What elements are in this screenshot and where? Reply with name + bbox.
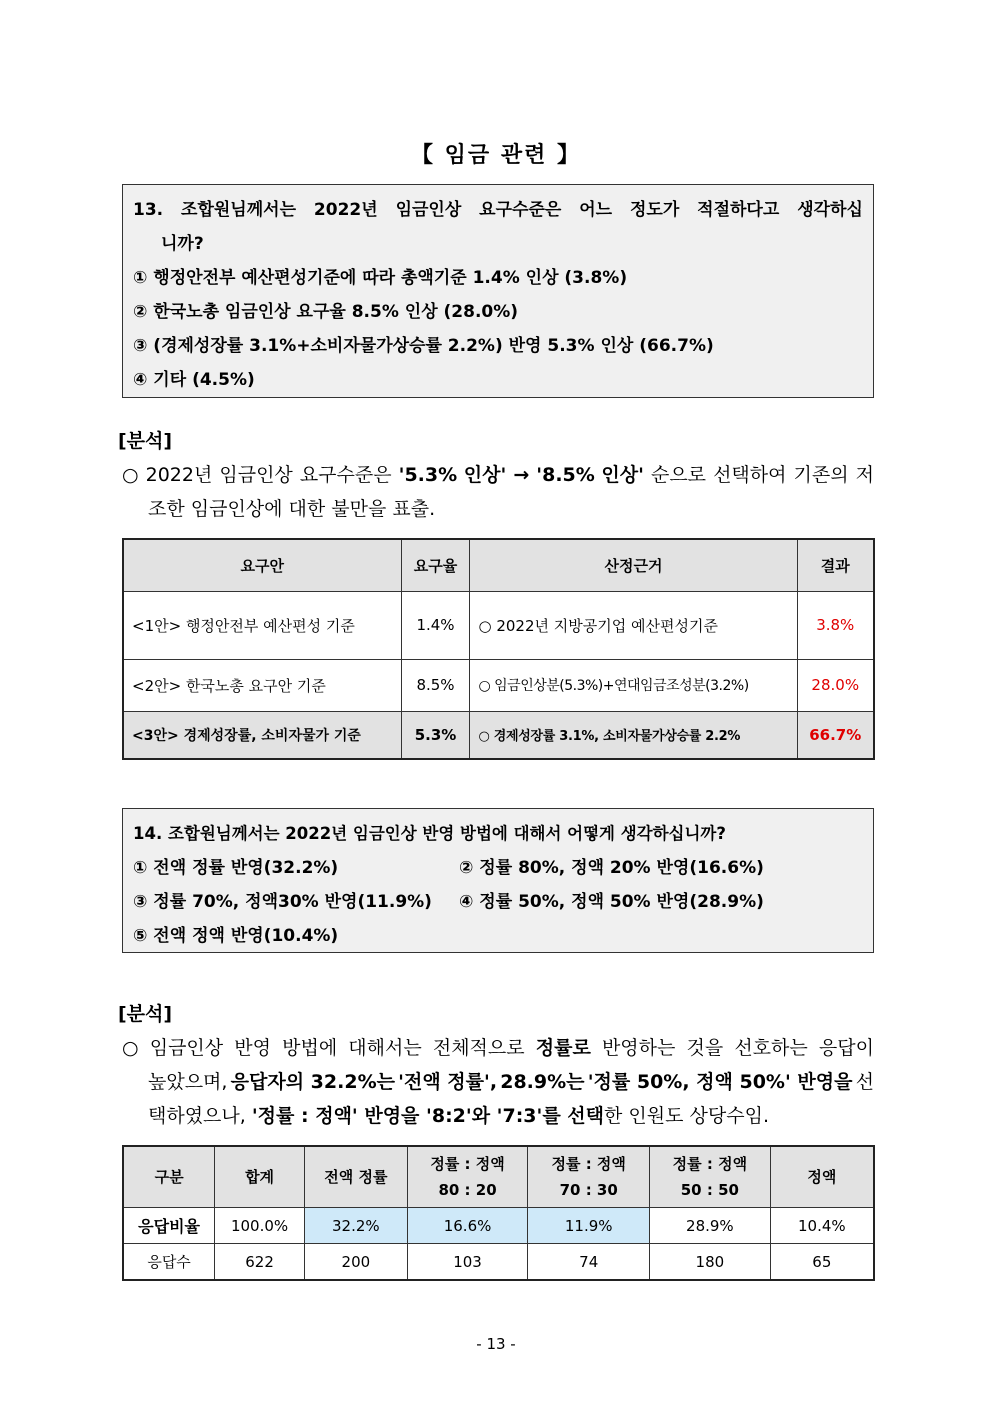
table-cell: 32.2% [304, 1208, 407, 1244]
analysis-1-heading: [분석] [118, 430, 173, 452]
q13-title-word: 생각하십 [797, 200, 863, 220]
analysis-word: 요구수준은 [299, 464, 392, 486]
table-cell: 11.9% [528, 1208, 650, 1244]
analysis-word: 선호하는 [734, 1037, 808, 1059]
table-cell: 10.4% [770, 1208, 874, 1244]
table-row [123, 591, 874, 659]
header-line: 50 : 50 [680, 1181, 739, 1199]
header-line: 정률 : 정액 [551, 1155, 626, 1173]
analysis-word-bold: 응답자의 32.2%는 [230, 1071, 395, 1093]
analysis-word: 반영 [234, 1037, 271, 1059]
table-header-row [123, 539, 874, 591]
analysis-text: 택하였으나, [148, 1105, 252, 1127]
analysis-2-body [122, 1031, 874, 1133]
analysis-1-line-2: 조한 임금인상에 대한 불만을 표출. [148, 498, 436, 520]
arrow-icon: → [513, 464, 530, 486]
table-cell: 16.6% [407, 1208, 528, 1244]
analysis-word: 높았으며, [148, 1071, 228, 1093]
analysis-2-line-3 [122, 1099, 874, 1133]
table-row [123, 659, 874, 711]
table-header-cell: 합계 [215, 1146, 305, 1208]
table-header-cell: 요구율 [401, 539, 470, 591]
table-cell: 180 [650, 1244, 771, 1281]
question-13-title-cont: 니까? [161, 234, 204, 254]
analysis-word: 임금인상 [219, 464, 293, 486]
table-header-cell: 구분 [123, 1146, 215, 1208]
table-cell: 28.9% [650, 1208, 771, 1244]
wage-proposal-table [122, 538, 875, 760]
plan-cell: <2안> 한국노총 요구안 기준 [123, 659, 401, 711]
question-13-box [122, 184, 874, 398]
header-line: 80 : 20 [438, 1181, 497, 1199]
table-cell: 622 [215, 1244, 305, 1281]
question-14-title: 14. 조합원님께서는 2022년 임금인상 반영 방법에 대해서 어떻게 생각하십니까? [133, 824, 726, 843]
q13-option-1: ① 행정안전부 예산편성기준에 따라 총액기준 1.4% 인상 (3.8%) [133, 268, 628, 288]
table-cell: 74 [528, 1244, 650, 1281]
analysis-word: 저 [855, 464, 874, 486]
q13-title-word: 적절하다고 [697, 200, 780, 220]
analysis-word-bold: '5.3% 인상' [398, 464, 507, 486]
analysis-word: 반영하는 [601, 1037, 676, 1059]
basis-cell: ○ 임금인상분(5.3%)+연대임금조성분(3.2%) [470, 659, 797, 711]
table-header-cell: 결과 [797, 539, 874, 591]
analysis-word: 선택하여 [713, 464, 787, 486]
basis-cell: ○ 경제성장률 3.1%, 소비자물가상승률 2.2% [470, 711, 797, 759]
analysis-word-bold: '8.5% 인상' [536, 464, 644, 486]
analysis-2-line-2 [122, 1065, 874, 1099]
header-line: 정률 : 정액 [672, 1155, 748, 1173]
rate-cell: 8.5% [401, 659, 470, 711]
q13-option-3: ③ (경제성장률 3.1%+소비자물가상승률 2.2%) 반영 5.3% 인상 (66.7%) [133, 336, 714, 356]
row-label: 응답비율 [123, 1208, 215, 1244]
q13-title-word: 정도가 [629, 200, 680, 220]
q13-option-2: ② 한국노총 임금인상 요구율 8.5% 인상 (28.0%) [133, 302, 519, 322]
q14-option-row [133, 919, 863, 953]
analysis-word: 선 [855, 1071, 874, 1093]
table-header-cell: 정액 [770, 1146, 874, 1208]
analysis-2-line-1 [122, 1031, 874, 1065]
bullet-icon: ○ [122, 464, 139, 486]
table-header-cell [407, 1146, 528, 1208]
header-line: 정률 : 정액 [430, 1155, 505, 1173]
plan-cell: <3안> 경제성장률, 소비자물가 기준 [123, 711, 401, 759]
analysis-word-bold: 28.9%는 [500, 1071, 585, 1093]
table-cell: 100.0% [215, 1208, 305, 1244]
q14-option-2: ② 정률 80%, 정액 20% 반영(16.6%) [459, 858, 764, 878]
analysis-2-heading: [분석] [118, 1003, 173, 1025]
analysis-1-line-1 [122, 458, 874, 492]
analysis-word: 순으로 [650, 464, 707, 486]
table-header-row [123, 1146, 874, 1208]
header-line: 70 : 30 [559, 1181, 618, 1199]
result-cell: 3.8% [797, 591, 874, 659]
result-cell: 28.0% [797, 659, 874, 711]
analysis-word: 기존의 [793, 464, 849, 486]
analysis-word: 응답이 [818, 1037, 874, 1059]
analysis-word-bold: '전액 정률', [398, 1071, 498, 1093]
question-13-title [133, 193, 863, 227]
response-table [122, 1145, 875, 1281]
table-header-cell [650, 1146, 771, 1208]
section-title: 【 임금 관련 】 [411, 143, 581, 168]
q14-option-4: ④ 정률 50%, 정액 50% 반영(28.9%) [459, 892, 764, 912]
page-number: - 13 - [476, 1335, 516, 1353]
table-header-cell: 전액 정률 [304, 1146, 407, 1208]
bullet-icon: ○ [122, 1037, 139, 1059]
table-row [123, 1208, 874, 1244]
table-cell: 103 [407, 1244, 528, 1281]
q13-title-word: 임금인상 [395, 200, 462, 220]
q14-option-row [133, 885, 863, 919]
table-row [123, 711, 874, 759]
q13-title-word: 조합원님께서는 [181, 200, 296, 220]
analysis-1-body [122, 458, 874, 526]
table-cell: 200 [304, 1244, 407, 1281]
q14-option-row [133, 851, 863, 885]
table-row [123, 1244, 874, 1281]
basis-cell: ○ 2022년 지방공기업 예산편성기준 [470, 591, 797, 659]
analysis-word: 임금인상 [149, 1037, 224, 1059]
table-cell: 65 [770, 1244, 874, 1281]
analysis-word: 전체적으로 [432, 1037, 525, 1059]
table-header-cell: 요구안 [123, 539, 401, 591]
plan-cell: <1안> 행정안전부 예산편성 기준 [123, 591, 401, 659]
analysis-text: 한 인원도 상당수임. [604, 1105, 769, 1127]
analysis-word: 것을 [686, 1037, 724, 1059]
analysis-word: 방법에 [282, 1037, 338, 1059]
analysis-word-bold: 정률로 [535, 1037, 591, 1059]
analysis-word-bold: '정률 50%, 정액 50%' 반영을 [587, 1071, 853, 1093]
q14-option-1: ① 전액 정률 반영(32.2%) [133, 858, 339, 878]
rate-cell: 1.4% [401, 591, 470, 659]
q14-option-3: ③ 정률 70%, 정액30% 반영(11.9%) [133, 892, 432, 912]
table-header-cell [528, 1146, 650, 1208]
rate-cell: 5.3% [401, 711, 470, 759]
q13-title-word: 13. [133, 200, 164, 220]
q14-option-5: ⑤ 전액 정액 반영(10.4%) [133, 926, 339, 946]
analysis-text-bold: '정률 : 정액' 반영을 '8:2'와 '7:3'를 선택 [251, 1105, 605, 1127]
analysis-word: 대해서는 [348, 1037, 422, 1059]
row-label: 응답수 [123, 1244, 215, 1281]
result-cell: 66.7% [797, 711, 874, 759]
q13-title-word: 2022년 [313, 200, 378, 220]
q13-title-word: 요구수준은 [479, 200, 562, 220]
q13-option-4: ④ 기타 (4.5%) [133, 370, 255, 390]
q13-title-word: 어느 [579, 200, 613, 220]
table-header-cell: 산정근거 [470, 539, 797, 591]
analysis-word: 2022년 [145, 464, 213, 486]
question-14-box [122, 808, 874, 953]
